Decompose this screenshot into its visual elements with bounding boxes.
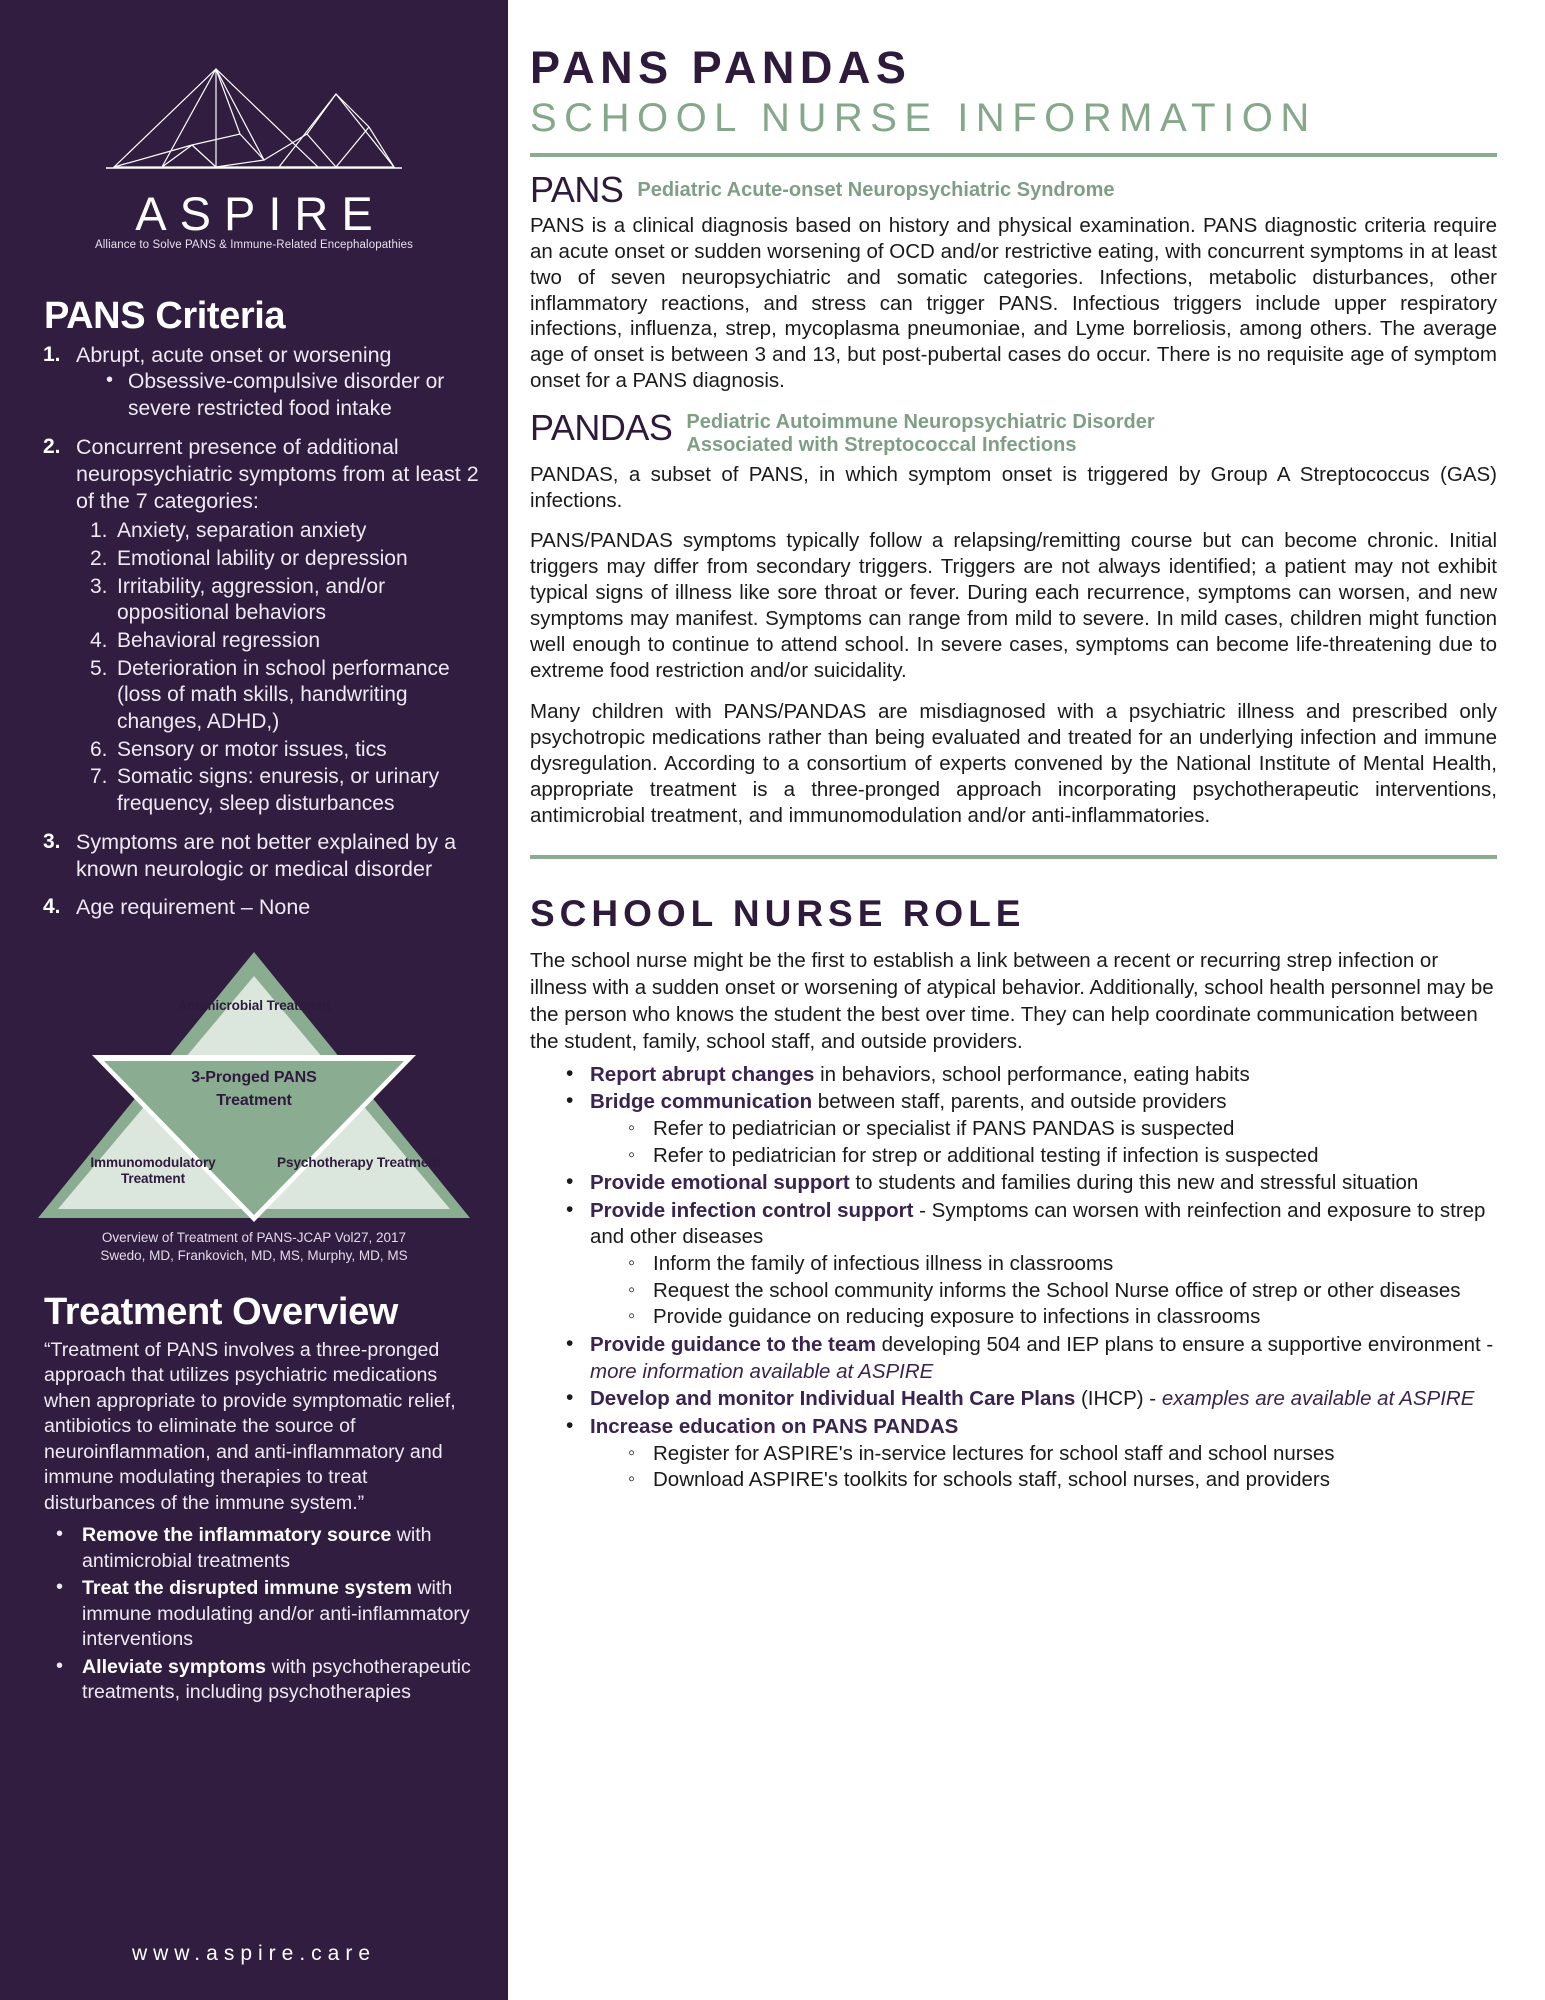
role-item-detail: to students and families during this new and stressful situation bbox=[849, 1171, 1419, 1195]
criteria-text: Abrupt, acute onset or worsening bbox=[76, 342, 392, 367]
criteria-number: 2. bbox=[43, 434, 61, 458]
role-sub-item: ◦ Provide guidance on reducing exposure to infections in classrooms bbox=[623, 1304, 1497, 1331]
header-divider bbox=[530, 153, 1497, 157]
criteria-category-item bbox=[90, 546, 490, 573]
triangle-label-immunomodulatory: Immunomodulatory Treatment bbox=[90, 1154, 216, 1186]
criteria-category-item bbox=[90, 737, 490, 764]
criteria-category-number: 7. bbox=[90, 765, 108, 789]
criteria-number: 3. bbox=[43, 829, 61, 853]
criteria-category-number: 4. bbox=[90, 629, 108, 653]
treatment-point bbox=[52, 1655, 488, 1706]
criteria-category-item bbox=[90, 518, 490, 545]
mountain-logo-icon bbox=[104, 42, 404, 182]
role-item-note: more information available at ASPIRE bbox=[590, 1359, 934, 1383]
role-item-label: Increase education on PANS PANDAS bbox=[590, 1414, 959, 1438]
criteria-category-item bbox=[90, 628, 490, 655]
logo-wordmark: ASPIRE bbox=[135, 187, 386, 240]
criteria-category-number: 1. bbox=[90, 519, 108, 543]
triangle-label-center: 3-Pronged PANS Treatment bbox=[191, 1068, 317, 1109]
criteria-category-number: 5. bbox=[90, 656, 108, 680]
criteria-item bbox=[40, 342, 490, 423]
pans-paragraph: PANS is a clinical diagnosis based on history and physical examination. PANS diagnostic criteria require an acute onset or sudden worsening of OCD and/or restrictive eating, with concurrent symptoms in at least two of seven neuropsychiatric and somatic categories. Infections, metabolic disturbances, other inflammatory reactions, and stress can trigger PANS. Infectious triggers include upper respiratory infections, influenza, strep, mycoplasma pneumoniae, and Lyme borreliosis, among others. The average age of onset is between 3 and 13, but post-pubertal cases do occur. There is no requisite age of symptom onset for a PANS diagnosis. bbox=[530, 213, 1497, 393]
pandas-section-header bbox=[530, 409, 1497, 457]
criteria-category-text: Sensory or motor issues, tics bbox=[117, 737, 387, 761]
page-title: PANS PANDAS bbox=[530, 42, 912, 93]
pandas-paragraph-3: Many children with PANS/PANDAS are misdiagnosed with a psychiatric illness and prescribed only psychotropic medications rather than being evaluated and treated for an underlying infection and immune dysregulation. According to a consortium of experts convened by the National Institute of Mental Health, appropriate treatment is a three-pronged approach incorporating psychotherapeutic interventions, antimicrobial treatment, and immunomodulation and/or anti-inflammatories. bbox=[530, 699, 1497, 827]
role-item-detail: developing 504 and IEP plans to ensure a supportive environment - bbox=[875, 1333, 1494, 1356]
treatment-point-label: Remove the inflammatory source bbox=[82, 1524, 392, 1547]
school-nurse-role-heading: SCHOOL NURSE ROLE bbox=[530, 892, 1026, 934]
pandas-full-line-1: Pediatric Autoimmune Neuropsychiatric Disorder bbox=[686, 411, 1155, 434]
role-divider bbox=[530, 855, 1497, 859]
criteria-category-text: Behavioral regression bbox=[117, 629, 321, 653]
treatment-point-detail: with psychotherapeutic treatments, including psychotherapies bbox=[82, 1655, 471, 1704]
treatment-point bbox=[52, 1523, 488, 1574]
triangle-label-psychotherapy: Psychotherapy Treatment bbox=[277, 1154, 441, 1170]
role-item-label: Bridge communication bbox=[590, 1090, 813, 1114]
criteria-text: Age requirement – None bbox=[76, 895, 311, 920]
role-sub-item: ◦ Request the school community informs the School Nurse office of strep or other diseases bbox=[623, 1278, 1497, 1305]
role-item-label: Provide guidance to the team bbox=[590, 1333, 876, 1356]
role-item-note: examples are available at ASPIRE bbox=[1161, 1387, 1475, 1411]
role-sub-list bbox=[623, 1251, 1497, 1331]
school-nurse-role-list bbox=[560, 1062, 1497, 1494]
role-sub-item: ◦ Refer to pediatrician for strep or additional testing if infection is suspected bbox=[623, 1143, 1497, 1170]
role-item bbox=[560, 1062, 1497, 1089]
pandas-paragraph-2: PANS/PANDAS symptoms typically follow a relapsing/remitting course but can become chronic. Initial triggers may differ from secondary triggers. Triggers are not always identified; a patient may not exhibit typical signs of illness like sore throat or fever. During each recurrence, symptoms can worsen, and new symptoms may manifest. Symptoms can range from mild to severe. In mild cases, children might function well enough to continue to attend school. In severe cases, symptoms can become life-threatening due to extreme food restriction and/or suicidality. bbox=[530, 529, 1497, 683]
role-item-label: Provide emotional support bbox=[590, 1171, 850, 1195]
treatment-point-label: Treat the disrupted immune system bbox=[82, 1577, 412, 1600]
treatment-point bbox=[52, 1576, 488, 1652]
role-item-label: Provide infection control support bbox=[590, 1198, 914, 1222]
role-item bbox=[560, 1386, 1497, 1413]
criteria-category-item bbox=[90, 764, 490, 817]
criteria-category-text: Deterioration in school performance (loss of math skills, handwriting changes, ADHD,) bbox=[117, 656, 450, 734]
pans-criteria-heading: PANS Criteria bbox=[44, 294, 286, 337]
criteria-category-item bbox=[90, 574, 490, 627]
criteria-category-number: 3. bbox=[90, 574, 108, 598]
website-url[interactable]: www.aspire.care bbox=[131, 1942, 377, 1965]
citation-line-2: Swedo, MD, Frankovich, MD, MS, Murphy, MD, MS bbox=[100, 1247, 408, 1263]
role-item bbox=[560, 1414, 1497, 1494]
treatment-triangle-diagram bbox=[36, 950, 472, 1222]
criteria-categories-list bbox=[90, 518, 490, 817]
criteria-item bbox=[40, 829, 490, 884]
role-item bbox=[560, 1170, 1497, 1197]
role-sub-item: ◦ Refer to pediatrician or specialist if PANS PANDAS is suspected bbox=[623, 1116, 1497, 1143]
pandas-abbr: PANDAS bbox=[530, 407, 673, 449]
criteria-category-text: Emotional lability or depression bbox=[117, 547, 408, 571]
triangle-citation bbox=[30, 1229, 478, 1265]
role-sub-item: ◦ Download ASPIRE's toolkits for schools staff, school nurses, and providers bbox=[623, 1467, 1497, 1494]
role-item-detail: between staff, parents, and outside providers bbox=[812, 1090, 1227, 1114]
role-item bbox=[560, 1198, 1497, 1331]
treatment-points-list bbox=[52, 1523, 488, 1705]
main-content bbox=[508, 0, 1545, 2000]
criteria-category-item bbox=[90, 656, 490, 736]
criteria-category-number: 6. bbox=[90, 737, 108, 761]
criteria-category-text: Anxiety, separation anxiety bbox=[117, 519, 367, 543]
pandas-full-name bbox=[686, 409, 1154, 457]
criteria-category-text: Somatic signs: enuresis, or urinary frequency, sleep disturbances bbox=[117, 765, 440, 815]
pans-criteria-list bbox=[40, 342, 490, 922]
criteria-number: 1. bbox=[43, 342, 61, 366]
school-nurse-role-intro: The school nurse might be the first to establish a link between a recent or recurring strep infection or illness with a sudden onset or worsening of atypical behavior. Additionally, school health personnel may be the person who knows the student the best over time. They can help coordinate communication between the student, family, school staff, and outside providers. bbox=[530, 948, 1494, 1054]
role-item-detail: (IHCP) - bbox=[1075, 1387, 1162, 1411]
triangle-label-antimicrobial: Antimicrobial Treatment bbox=[177, 997, 331, 1013]
criteria-sub-bullets bbox=[102, 369, 490, 422]
criteria-sub-bullet: • Obsessive-compulsive disorder or severe restricted food intake bbox=[102, 369, 490, 422]
role-sub-list bbox=[623, 1441, 1497, 1494]
treatment-point-detail: with immune modulating and/or anti-inflammatory interventions bbox=[82, 1577, 470, 1651]
role-sub-item: ◦ Inform the family of infectious illness in classrooms bbox=[623, 1251, 1497, 1278]
sidebar bbox=[0, 0, 508, 2000]
treatment-point-detail: with antimicrobial treatments bbox=[82, 1524, 432, 1572]
treatment-overview-heading: Treatment Overview bbox=[44, 1290, 398, 1333]
logo-tagline: Alliance to Solve PANS & Immune-Related Encephalopathies bbox=[95, 238, 413, 251]
role-sub-list bbox=[623, 1116, 1497, 1169]
treatment-quote: “Treatment of PANS involves a three-pronged approach that utilizes psychiatric medications when appropriate to provide symptomatic relief, antibiotics to eliminate the source of neuroinflammation, and anti-inflammatory and immune modulating therapies to treat disturbances of the immune system.” bbox=[44, 1338, 456, 1514]
role-item-label: Report abrupt changes bbox=[590, 1062, 815, 1086]
criteria-category-text: Irritability, aggression, and/or oppositional behaviors bbox=[117, 574, 386, 625]
criteria-item bbox=[40, 434, 490, 818]
criteria-text: Symptoms are not better explained by a known neurologic or medical disorder bbox=[76, 829, 457, 881]
criteria-category-number: 2. bbox=[90, 547, 108, 571]
role-item bbox=[560, 1332, 1497, 1385]
role-item-detail: in behaviors, school performance, eating habits bbox=[814, 1062, 1250, 1086]
criteria-item bbox=[40, 894, 490, 921]
citation-line-1: Overview of Treatment of PANS-JCAP Vol27, 2017 bbox=[101, 1229, 407, 1245]
treatment-point-label: Alleviate symptoms bbox=[82, 1655, 267, 1678]
criteria-text: Concurrent presence of additional neuropsychiatric symptoms from at least 2 of the 7 categories: bbox=[76, 434, 479, 514]
role-item-detail: - Symptoms can worsen with reinfection and exposure to strep and other diseases bbox=[590, 1198, 1486, 1249]
pandas-paragraph-1: PANDAS, a subset of PANS, in which symptom onset is triggered by Group A Streptococcus (GAS) infections. bbox=[530, 462, 1497, 512]
page-subtitle: SCHOOL NURSE INFORMATION bbox=[530, 95, 1317, 140]
pans-full-name: Pediatric Acute-onset Neuropsychiatric Syndrome bbox=[637, 178, 1115, 201]
aspire-logo bbox=[0, 0, 508, 251]
pans-section-header bbox=[530, 168, 1497, 210]
role-item-label: Develop and monitor Individual Health Care Plans bbox=[590, 1387, 1076, 1411]
criteria-number: 4. bbox=[43, 895, 61, 919]
role-item bbox=[560, 1089, 1497, 1169]
pans-abbr: PANS bbox=[530, 168, 624, 210]
role-sub-item: ◦ Register for ASPIRE's in-service lectures for school staff and school nurses bbox=[623, 1441, 1497, 1468]
pandas-full-line-2: Associated with Streptococcal Infections bbox=[686, 434, 1077, 457]
